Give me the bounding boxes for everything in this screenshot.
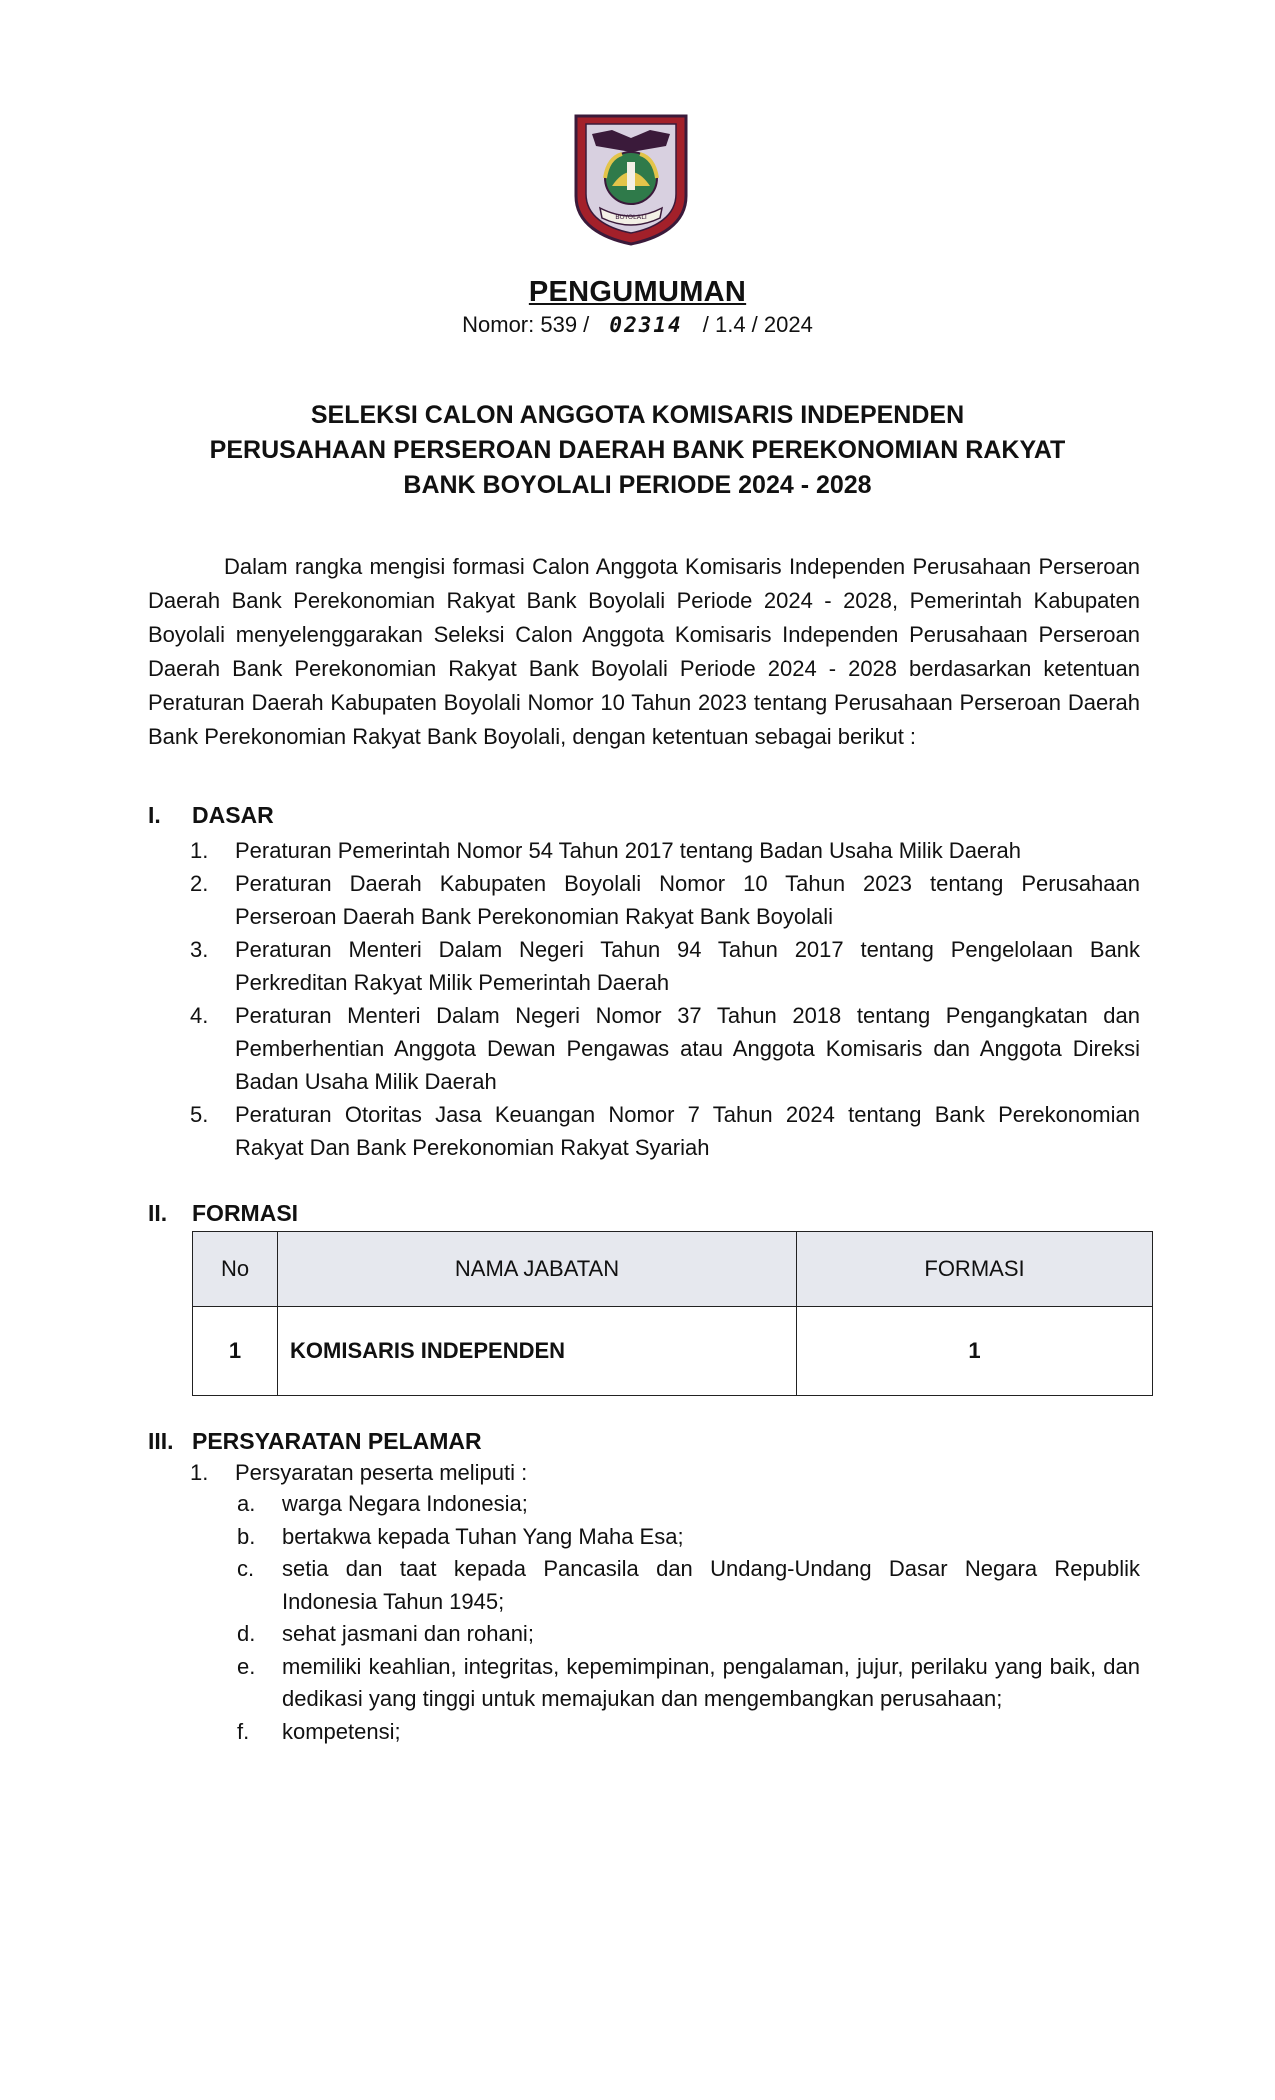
section-heading-persyaratan: [148, 1428, 482, 1455]
list-item: e. memiliki keahlian, integritas, kepemimpinan, pengalaman, jujur, perilaku yang baik, dan dedikasi yang tinggi untuk memajukan dan mengembangkan perusahaan;: [237, 1653, 1140, 1711]
announcement-subject: [100, 398, 1175, 503]
list-item: 5. Peraturan Otoritas Jasa Keuangan Nomor 7 Tahun 2024 tentang Bank Perekonomian Rakyat Dan Bank Perekonomian Rakyat Syariah: [190, 1102, 1140, 1160]
number-suffix: / 1.4 / 2024: [702, 312, 813, 337]
list-item: d. sehat jasmani dan rohani;: [237, 1621, 534, 1646]
list-item: f. kompetensi;: [237, 1718, 401, 1744]
column-header-no: No: [193, 1232, 278, 1307]
formasi-table: [192, 1231, 1153, 1396]
section-heading-dasar: [148, 802, 274, 829]
subject-line: PERUSAHAAN PERSEROAN DAERAH BANK PEREKONOMIAN RAKYAT: [209, 436, 1066, 464]
cell-formasi: 1: [797, 1307, 1153, 1396]
table-row: [193, 1307, 1153, 1396]
list-item: b. bertakwa kepada Tuhan Yang Maha Esa;: [237, 1523, 684, 1549]
boyolali-emblem-icon: [572, 112, 690, 246]
column-header-nama-jabatan: NAMA JABATAN: [278, 1232, 797, 1307]
list-item: 2. Peraturan Daerah Kabupaten Boyolali Nomor 10 Tahun 2023 tentang Perusahaan Perseroan Daerah Bank Perekonomian Rakyat Bank Boyolali: [190, 871, 1140, 929]
list-item: 1. Peraturan Pemerintah Nomor 54 Tahun 2017 tentang Badan Usaha Milik Daerah: [190, 838, 1021, 863]
number-prefix: Nomor: 539 /: [462, 312, 590, 337]
section-number: I.: [148, 802, 161, 828]
section-title: PERSYARATAN PELAMAR: [192, 1428, 482, 1454]
list-item: 4. Peraturan Menteri Dalam Negeri Nomor 37 Tahun 2018 tentang Pengangkatan dan Pemberhentian Anggota Dewan Pengawas atau Anggota Komisaris dan Anggota Direksi Badan Usaha Milik Daerah: [190, 1003, 1140, 1094]
table-header-row: [193, 1232, 1153, 1307]
emblem-motto: BOYOLALI: [615, 213, 647, 221]
section-title: DASAR: [192, 802, 274, 828]
announcement-title: PENGUMUMAN: [528, 276, 747, 308]
cell-nama-jabatan: KOMISARIS INDEPENDEN: [278, 1307, 797, 1396]
announcement-number: [0, 312, 1275, 338]
intro-paragraph: Dalam rangka mengisi formasi Calon Anggota Komisaris Independen Perusahaan Perseroan Daerah Bank Perekonomian Rakyat Bank Boyolali Periode 2024 - 2028, Pemerintah Kabupaten Boyolali menyelenggarakan Seleksi Calon Anggota Komisaris Independen Perusahaan Perseroan Daerah Bank Perekonomian Rakyat Bank Boyolali Periode 2024 - 2028 berdasarkan ketentuan Peraturan Daerah Kabupaten Boyolali Nomor 10 Tahun 2023 tentang Perusahaan Perseroan Daerah Bank Perekonomian Rakyat Bank Boyolali, dengan ketentuan sebagai berikut :: [148, 554, 1140, 749]
list-item: c. setia dan taat kepada Pancasila dan Undang-Undang Dasar Negara Republik Indonesia Tahun 1945;: [237, 1556, 1140, 1614]
section-heading-formasi: [148, 1200, 298, 1227]
cell-no: 1: [193, 1307, 278, 1396]
persyaratan-list: [190, 1458, 1140, 1488]
subject-line: SELEKSI CALON ANGGOTA KOMISARIS INDEPENDEN: [310, 401, 965, 429]
list-item: a. warga Negara Indonesia;: [237, 1491, 528, 1516]
dasar-list: [190, 834, 1140, 1164]
list-item: 3. Peraturan Menteri Dalam Negeri Tahun 94 Tahun 2017 tentang Pengelolaan Bank Perkreditan Rakyat Milik Pemerintah Daerah: [190, 937, 1140, 995]
section-number: II.: [148, 1200, 168, 1226]
number-handwritten: 02314: [609, 313, 683, 337]
column-header-formasi: FORMASI: [797, 1232, 1153, 1307]
persyaratan-sub-list: [237, 1488, 1140, 1748]
section-title: FORMASI: [192, 1200, 299, 1226]
list-item: 1. Persyaratan peserta meliputi :: [190, 1460, 528, 1485]
subject-line: BANK BOYOLALI PERIODE 2024 - 2028: [403, 471, 872, 499]
section-number: III.: [148, 1428, 174, 1454]
